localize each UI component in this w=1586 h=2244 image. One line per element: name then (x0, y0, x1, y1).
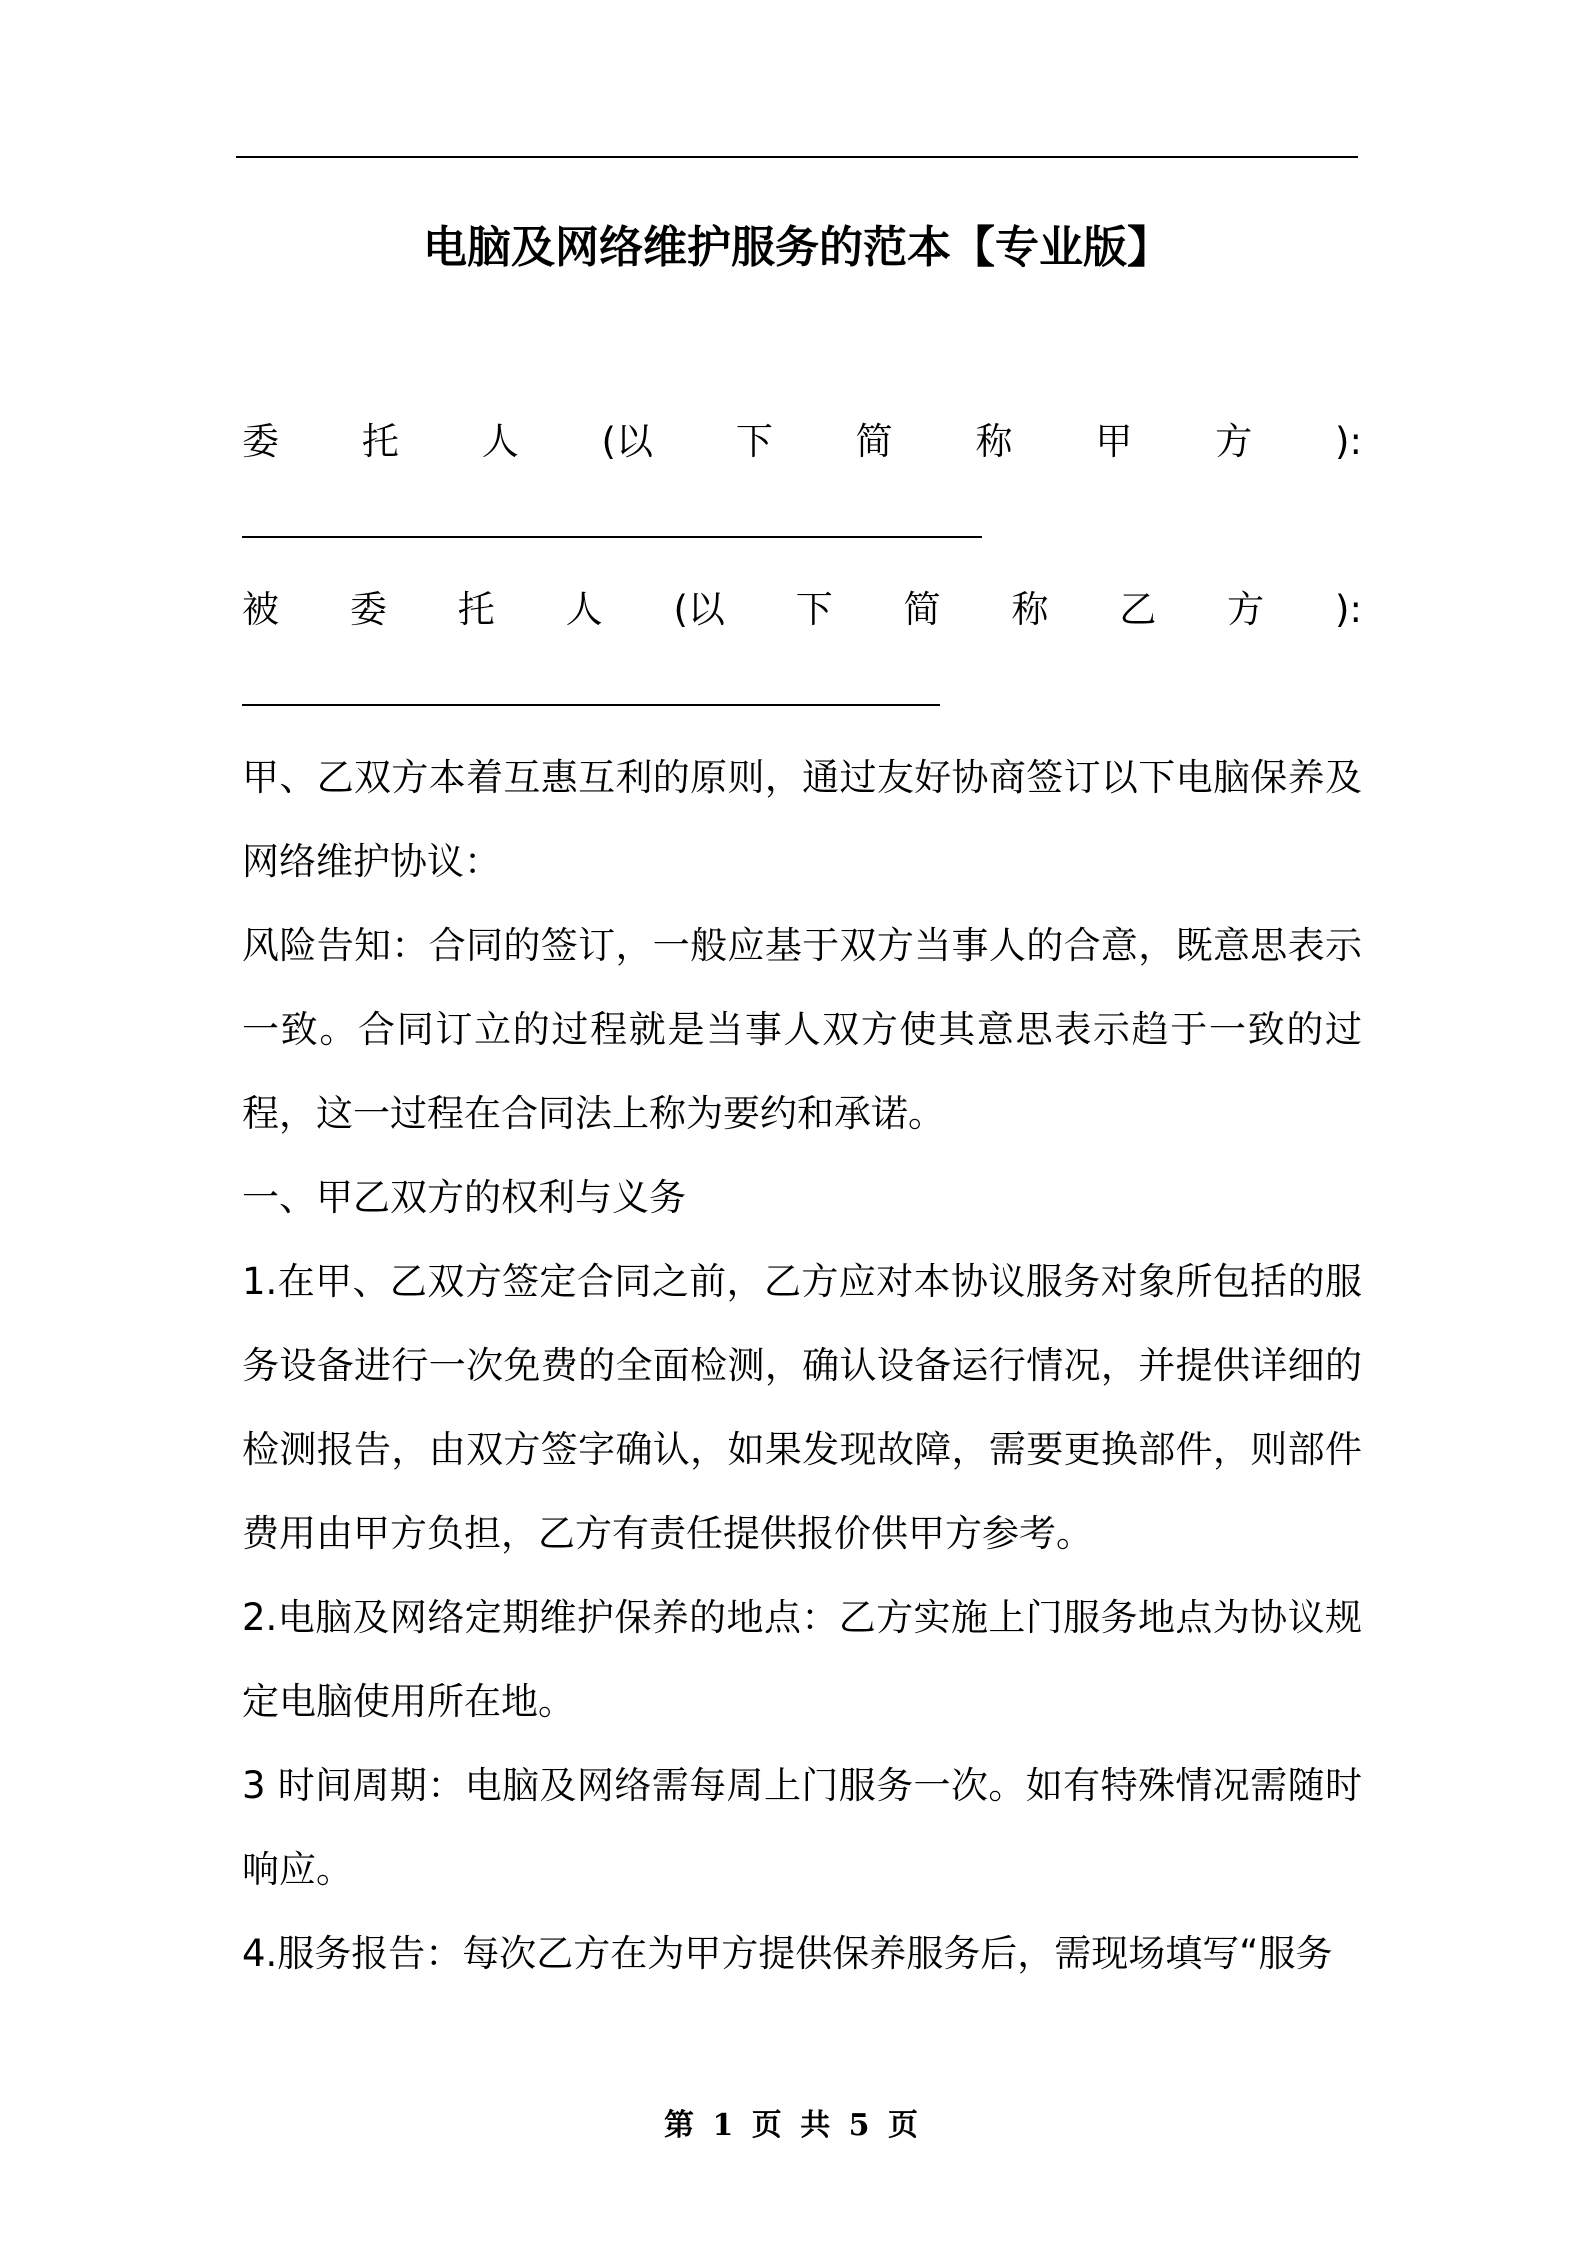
document-title: 电脑及网络维护服务的范本【专业版】 (423, 222, 1171, 273)
party-a-blank (242, 484, 1362, 568)
party-b-fill-line (242, 704, 940, 706)
party-b-char: (以 (673, 588, 725, 631)
clause-4: 4.服务报告：每次乙方在为甲方提供保养服务后，需现场填写“服务 (242, 1932, 1333, 1975)
party-a-char: 甲 (1095, 420, 1133, 463)
party-b-char: 委 (349, 588, 387, 631)
risk-notice-paragraph: 风险告知：合同的签订，一般应基于双方当事人的合意，既意思表示一致。合同订立的过程就是当事人双方使其意思表示趋于一致的过程，这一过程在合同法上称为要约和承诺。 (242, 924, 1362, 1135)
section-heading: 一、甲乙双方的权利与义务 (242, 1176, 686, 1219)
party-b-char: ): (1335, 588, 1362, 631)
party-b-char: 托 (457, 588, 495, 631)
party-a-char: 委 (242, 420, 279, 463)
intro-paragraph: 甲、乙双方本着互惠互利的原则，通过友好协商签订以下电脑保养及网络维护协议： (242, 756, 1362, 883)
party-b-char: 简 (903, 588, 941, 631)
party-b-char: 方 (1227, 588, 1265, 631)
clause-3: 3 时间周期：电脑及网络需每周上门服务一次。如有特殊情况需随时响应。 (242, 1764, 1362, 1891)
party-b-blank (242, 652, 1362, 736)
page-indicator: 第 1 页 共 5 页 (664, 2108, 922, 2143)
party-a-char: 下 (735, 420, 773, 463)
party-b-char: 人 (565, 588, 603, 631)
party-a-char: 简 (855, 420, 893, 463)
party-b-char: 下 (795, 588, 833, 631)
document-body (242, 400, 1362, 1996)
party-b-char: 称 (1011, 588, 1049, 631)
party-b-char: 被 (242, 588, 279, 631)
party-a-fill-line (242, 536, 982, 538)
party-a-char: 方 (1215, 420, 1253, 463)
party-a-char: 人 (481, 420, 519, 463)
party-a-char: (以 (601, 420, 653, 463)
clause-2: 2.电脑及网络定期维护保养的地点：乙方实施上门服务地点为协议规定电脑使用所在地。 (242, 1596, 1362, 1723)
party-a-label (242, 400, 1362, 484)
party-b-char: 乙 (1119, 588, 1157, 631)
header-rule (236, 156, 1358, 158)
party-b-label (242, 568, 1362, 652)
party-a-char: 称 (975, 420, 1013, 463)
party-a-char: 托 (361, 420, 399, 463)
party-a-char: ): (1335, 420, 1362, 463)
clause-1: 1.在甲、乙双方签定合同之前，乙方应对本协议服务对象所包括的服务设备进行一次免费的全面检测，确认设备运行情况，并提供详细的检测报告，由双方签字确认，如果发现故障，需要更换部件，则部件费用由甲方负担，乙方有责任提供报价供甲方参考。 (242, 1260, 1362, 1555)
